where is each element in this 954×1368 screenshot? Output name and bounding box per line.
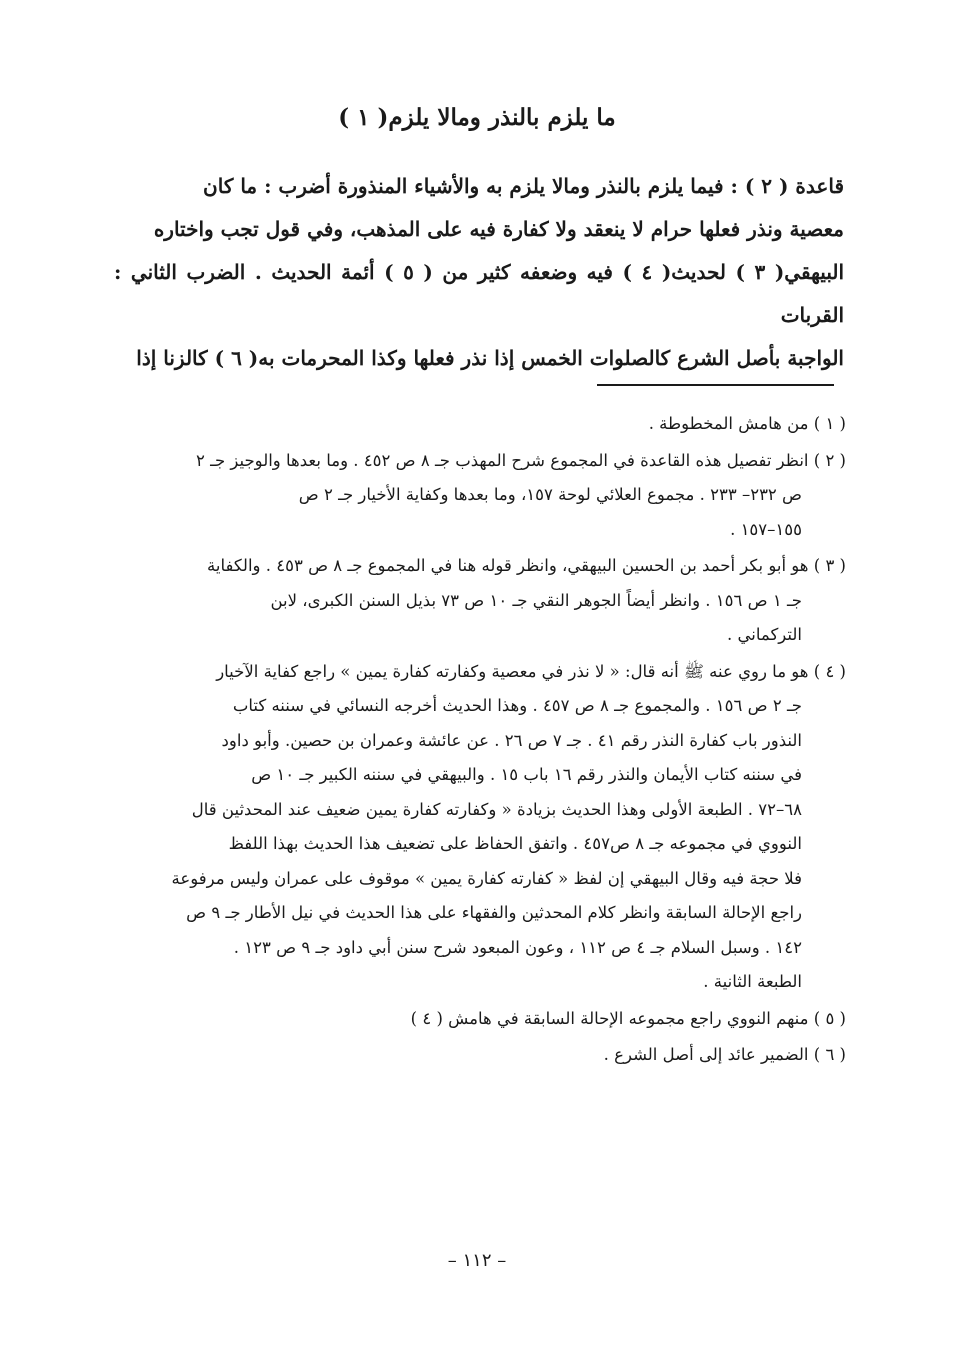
- footnote-6: [106, 1038, 846, 1073]
- footnote-line: ١٤٢ . وسبل السلام جـ ٤ ص ١١٢ ، وعون المبعود شرح سنن أبي داود جـ ٩ ص ١٢٣ .: [233, 937, 802, 957]
- main-text-line: البيهقي( ٣ ) لحديث( ٤ ) فيه وضعفه كثير من ( ٥ ) أئمة الحديث . الضرب الثاني : القربات: [114, 260, 845, 327]
- footnote-line: الطبعة الثانية .: [703, 972, 802, 991]
- footnote-line: فلا حجة فيه وقال البيهقي إن لفظ « كفارته كفارة يمين » موقوف على عمران وليس مرفوعة: [171, 868, 802, 888]
- footnote-line: ١٥٥–١٥٧ .: [730, 519, 802, 539]
- footnote-line: ٦٨–٧٢ . الطبعة الأولى وهذا الحديث بزيادة « وكفارته كفارة يمين ضعيف عند المحدثين قال: [191, 799, 802, 819]
- footnote-line: ( ٤ ) هو ما روي عنه ﷺ أنه قال: « لا نذر في معصية وكفارته كفارة يمين » راجع كفاية الآخيار: [216, 661, 846, 681]
- footnote-line: ( ٦ ) الضمير عائد إلى أصل الشرع .: [603, 1045, 846, 1064]
- footnote-line: ( ٥ ) منهم النووي راجع مجموعه الإحالة السابقة في هامش ( ٤ ): [410, 1008, 846, 1028]
- footnote-line: جـ ٢ ص ١٥٦ . والمجموع جـ ٨ ص ٤٥٧ . وهذا الحديث أخرجه النسائي في سننه كتاب: [232, 696, 802, 715]
- section-heading: ما يلزم بالنذر ومالا يلزم( ١ ): [338, 104, 616, 131]
- footnote-line: في سننه كتاب الأيمان والنذر رقم ١٦ باب ١٥ . والبيهقي في سننه الكبير جـ ١٠ ص: [251, 765, 802, 784]
- footnotes-section: [106, 407, 846, 1075]
- footnote-5: [106, 1002, 846, 1037]
- main-body-text: [114, 165, 844, 380]
- footnote-line: ( ١ ) من هامش المخطوطة .: [648, 414, 846, 433]
- footnote-line: راجع الإحالة السابقة وانظر كلام المحدثين والفقهاء على هذا الحديث في نيل الأطار جـ ٩ ص: [186, 903, 802, 922]
- main-text-line: معصية ونذر فعلها حرام لا ينعقد ولا كفارة فيه على المذهب، وفي قول تجب واختاره: [153, 217, 844, 241]
- footnote-3: [106, 549, 846, 653]
- footnote-line: ( ٣ ) هو أبو بكر أحمد بن الحسين البيهقي، وانظر قوله هنا في المجموع جـ ٨ ص ٤٥٣ . والكفاية: [207, 556, 846, 575]
- footnote-line: ( ٢ ) انظر تفصيل هذه القاعدة في المجموع شرح المهذب جـ ٨ ص ٤٥٢ . وما بعدها والوجيز جـ ٢: [195, 450, 846, 470]
- page-number: – ١١٢ –: [447, 1250, 507, 1271]
- main-text-line: قاعدة ( ٢ ) : فيما يلزم بالنذر ومالا يلزم به والأشياء المنذورة أضرب : ما كان: [203, 174, 844, 198]
- footnote-line: النذور باب كفارة النذر رقم ٤١ . جـ ٧ ص ٢٦ . عن عائشة وعمران بن حصين. وأبو داود: [221, 730, 802, 750]
- footnote-line: ص ٢٣٢– ٢٣٣ . مجموع العلائي لوحة ١٥٧، وما بعدها وكفاية الأخيار جـ ٢ ص: [298, 485, 802, 504]
- footnote-1: [106, 407, 846, 442]
- footnote-separator-rule: [597, 384, 834, 386]
- footnote-2: [106, 444, 846, 548]
- footnote-line: النووي في مجموعه جـ ٨ ص٤٥٧ . واتفق الحفاظ على تضعيف هذا الحديث بهذا اللفظ: [228, 834, 802, 853]
- footnote-line: التركماني .: [727, 625, 802, 644]
- footnote-line: جـ ١ ص ١٥٦ . وانظر أيضاً الجوهر النقي جـ ١٠ ص ٧٣ بذيل السنن الكبرى، لابن: [270, 590, 802, 610]
- footnote-4: [106, 655, 846, 1000]
- main-text-line: الواجبة بأصل الشرع كالصلوات الخمس إذا نذر فعلها وكذا المحرمات به( ٦ ) كالزنا إذا: [136, 346, 844, 370]
